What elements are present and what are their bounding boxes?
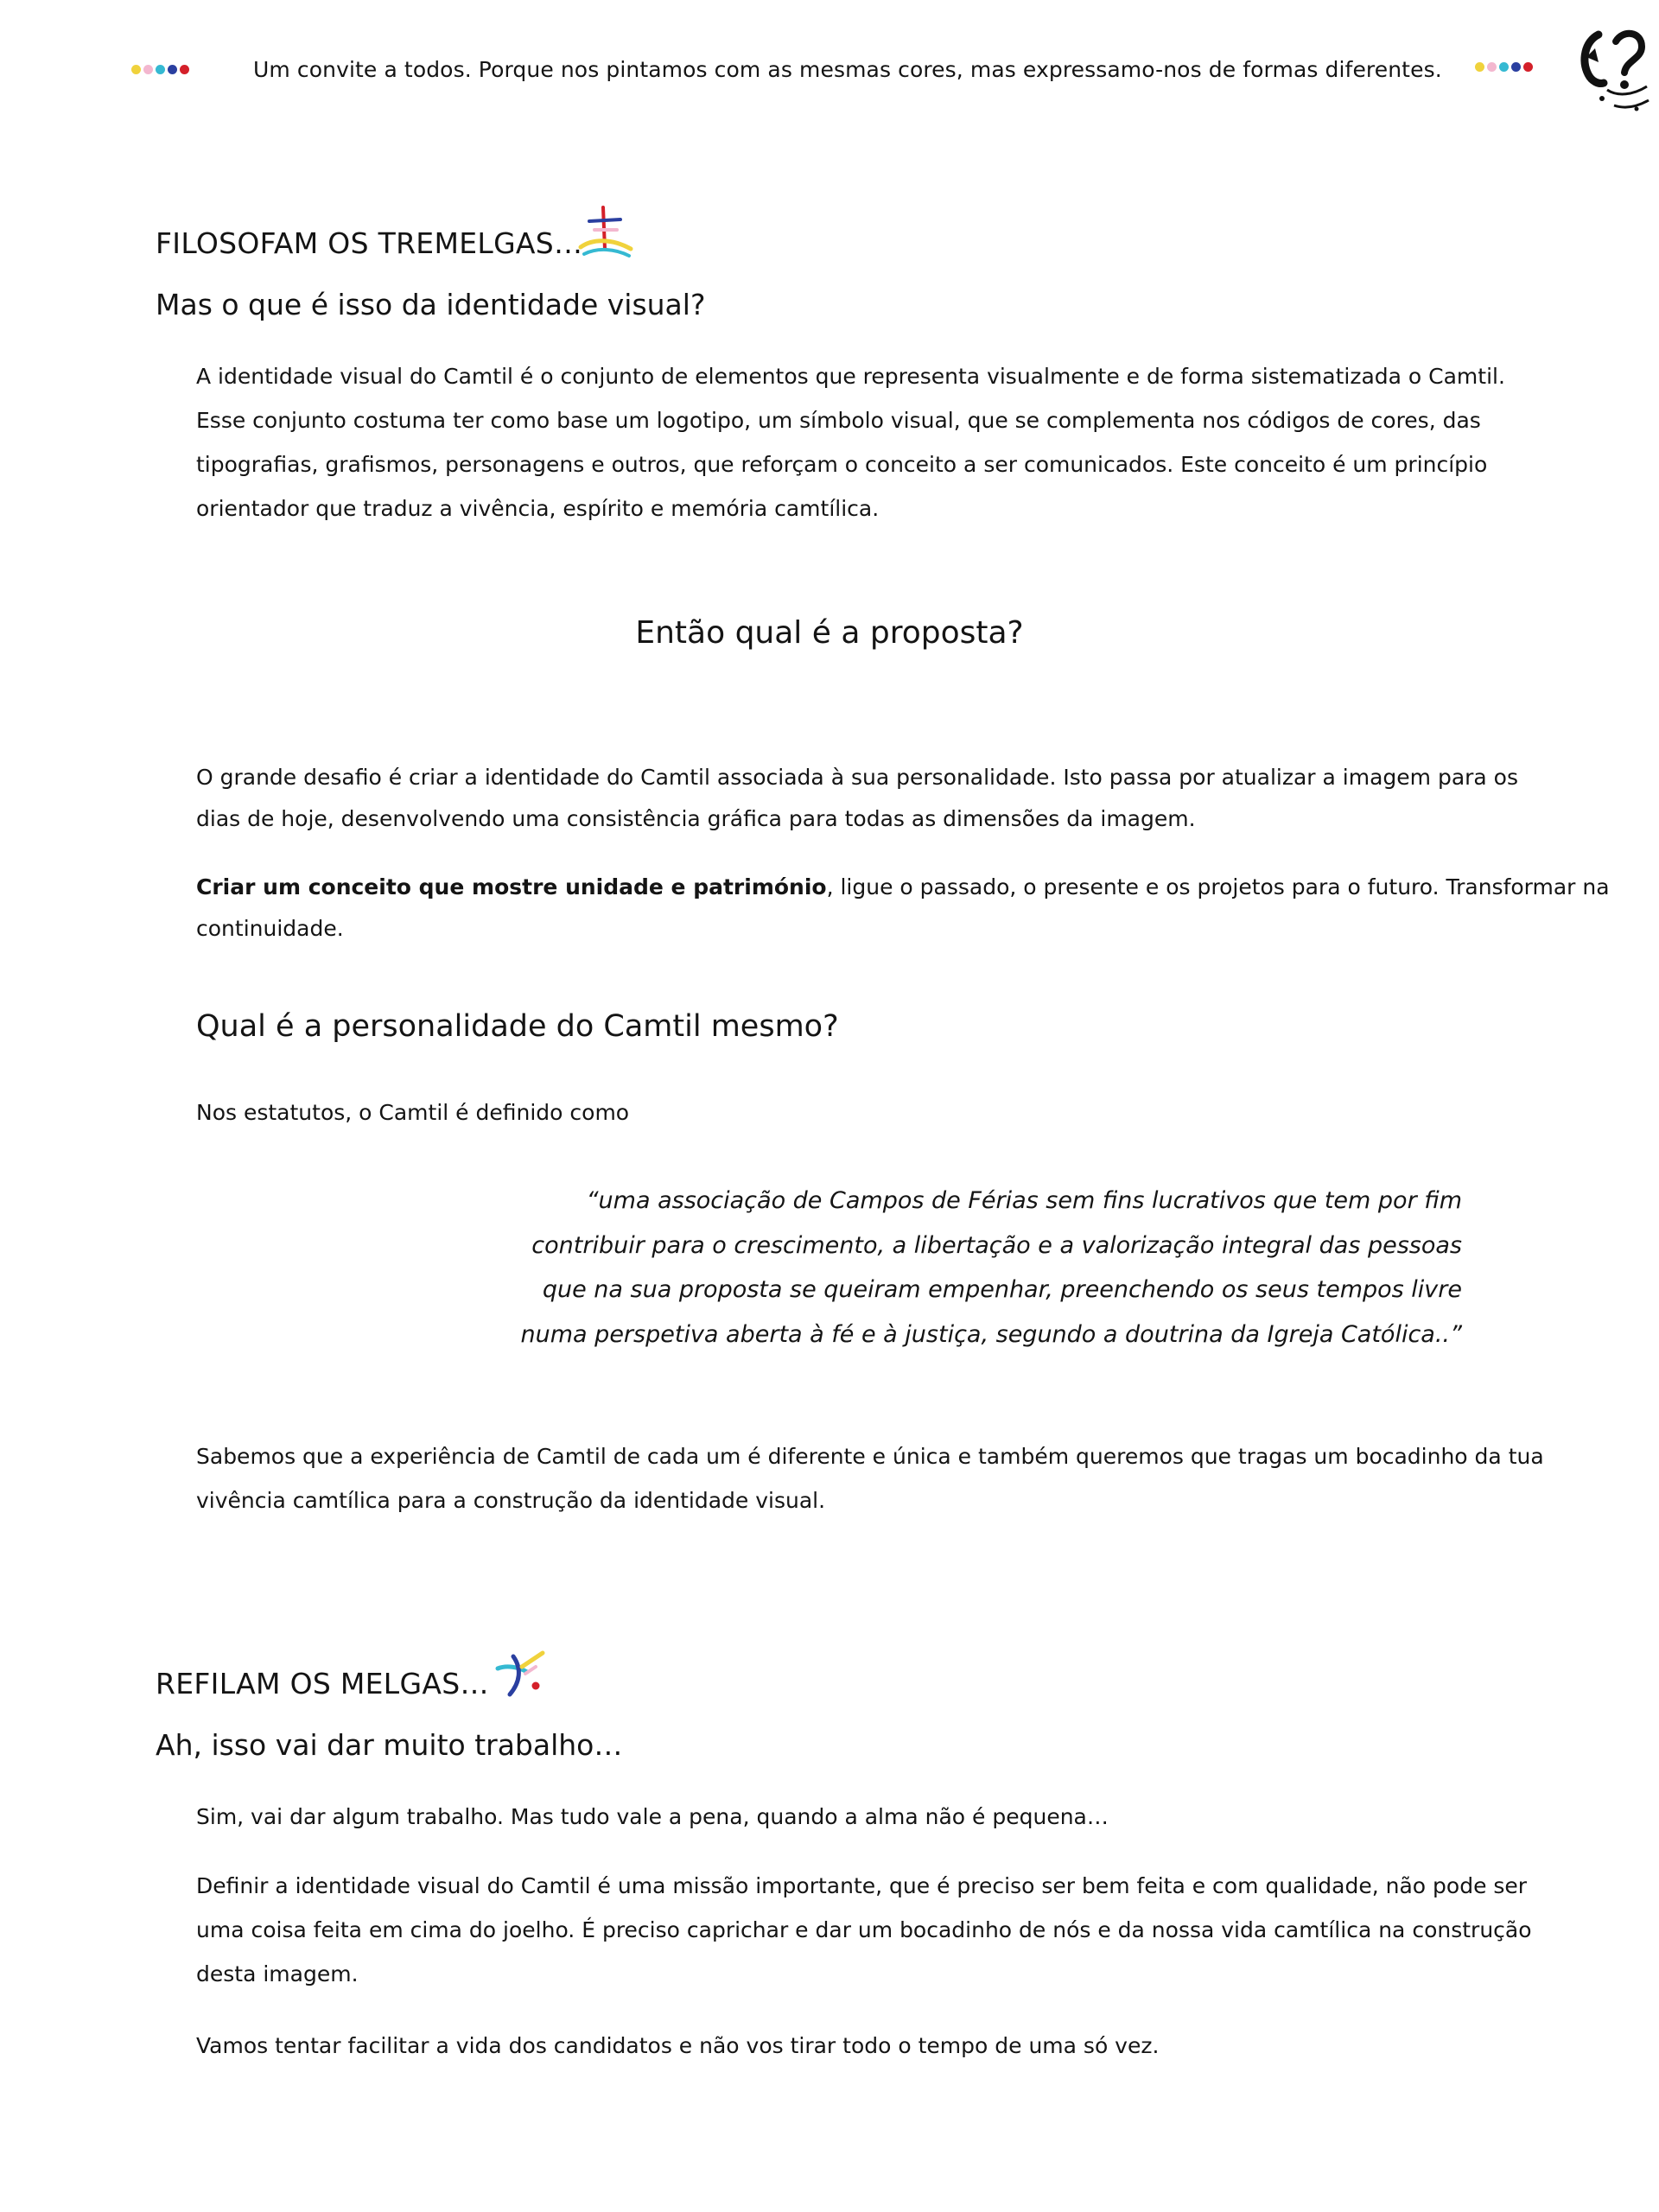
tremelgas-symbol-icon bbox=[577, 204, 634, 261]
color-dot bbox=[168, 65, 177, 74]
paragraph-line: continuidade. bbox=[196, 916, 344, 941]
color-dot bbox=[1511, 62, 1521, 72]
paragraph-line: Esse conjunto costuma ter como base um logotipo, um símbolo visual, que se complementa nos códigos de cores, das bbox=[196, 408, 1481, 433]
color-dot bbox=[156, 65, 165, 74]
paragraph-line: A identidade visual do Camtil é o conjunto de elementos que representa visualmente e de forma sistematizada o Camtil. bbox=[196, 364, 1505, 389]
quote-line: “uma associação de Campos de Férias sem fins lucrativos que tem por fim bbox=[586, 1187, 1462, 1214]
melgas-symbol-icon bbox=[493, 1648, 546, 1700]
paragraph-line: vivência camtílica para a construção da identidade visual. bbox=[196, 1488, 826, 1513]
work-paragraph-3: Vamos tentar facilitar a vida dos candidatos e não vos tirar todo o tempo de uma só vez. bbox=[196, 2033, 1160, 2058]
paragraph-line: Sabemos que a experiência de Camtil de cada um é diferente e única e também queremos que tragas um bocadinho da tua bbox=[196, 1444, 1544, 1469]
quote-line: que na sua proposta se queiram empenhar, preenchendo os seus tempos livre bbox=[542, 1276, 1462, 1303]
section-subtitle-identity: Mas o que é isso da identidade visual? bbox=[156, 288, 706, 321]
section-title-melgas: REFILAM OS MELGAS… bbox=[156, 1667, 489, 1700]
proposal-paragraph-1 bbox=[196, 757, 1613, 840]
paragraph-line: Definir a identidade visual do Camtil é uma missão importante, que é preciso ser bem feita e com qualidade, não pode ser bbox=[196, 1873, 1528, 1898]
statutes-quote bbox=[512, 1179, 1462, 1357]
color-dots-right bbox=[1475, 62, 1533, 72]
color-dot bbox=[1499, 62, 1509, 72]
paragraph-line: tipografias, grafismos, personagens e outros, que reforçam o conceito a ser comunicados. Este conceito é um princípio bbox=[196, 452, 1488, 477]
quote-line: contribuir para o crescimento, a libertação e a valorização integral das pessoas bbox=[531, 1231, 1462, 1259]
color-dot bbox=[1487, 62, 1497, 72]
section-title-tremelgas: FILOSOFAM OS TREMELGAS… bbox=[156, 226, 583, 260]
proposal-heading: Então qual é a proposta? bbox=[635, 615, 1024, 651]
paragraph-line: O grande desafio é criar a identidade do Camtil associada à sua personalidade. Isto passa por atualizar a imagem para os bbox=[196, 765, 1519, 790]
paragraph-line: uma coisa feita em cima do joelho. É preciso caprichar e dar um bocadinho de nós e da nossa vida camtílica na construção bbox=[196, 1917, 1532, 1942]
work-paragraph-1: Sim, vai dar algum trabalho. Mas tudo vale a pena, quando a alma não é pequena… bbox=[196, 1804, 1109, 1829]
color-dot bbox=[143, 65, 153, 74]
identity-paragraph bbox=[196, 354, 1613, 531]
color-dot bbox=[1475, 62, 1484, 72]
statement-continuation: , ligue o passado, o presente e os projetos para o futuro. Transformar na bbox=[826, 874, 1610, 899]
color-dot bbox=[180, 65, 189, 74]
work-paragraph-2 bbox=[196, 1864, 1613, 1996]
statutes-intro: Nos estatutos, o Camtil é definido como bbox=[196, 1100, 630, 1125]
camtil-logo-icon bbox=[1573, 22, 1656, 114]
section-subtitle-work: Ah, isso vai dar muito trabalho… bbox=[156, 1728, 623, 1762]
bold-statement: Criar um conceito que mostre unidade e património bbox=[196, 874, 827, 899]
color-dot bbox=[131, 65, 141, 74]
paragraph-line: desta imagem. bbox=[196, 1961, 359, 1986]
paragraph-line: orientador que traduz a vivência, espírito e memória camtílica. bbox=[196, 496, 880, 521]
experience-paragraph bbox=[196, 1434, 1613, 1522]
paragraph-line: dias de hoje, desenvolvendo uma consistência gráfica para todas as dimensões da imagem. bbox=[196, 806, 1196, 831]
color-dot bbox=[1523, 62, 1533, 72]
proposal-paragraph-2 bbox=[196, 867, 1613, 950]
quote-line: numa perspetiva aberta à fé e à justiça, segundo a doutrina da Igreja Católica..” bbox=[520, 1320, 1462, 1348]
personality-heading: Qual é a personalidade do Camtil mesmo? bbox=[196, 1009, 839, 1044]
header-tagline: Um convite a todos. Porque nos pintamos com as mesmas cores, mas expressamo-nos de formas diferentes. bbox=[253, 57, 1442, 82]
color-dots-left bbox=[131, 65, 189, 74]
